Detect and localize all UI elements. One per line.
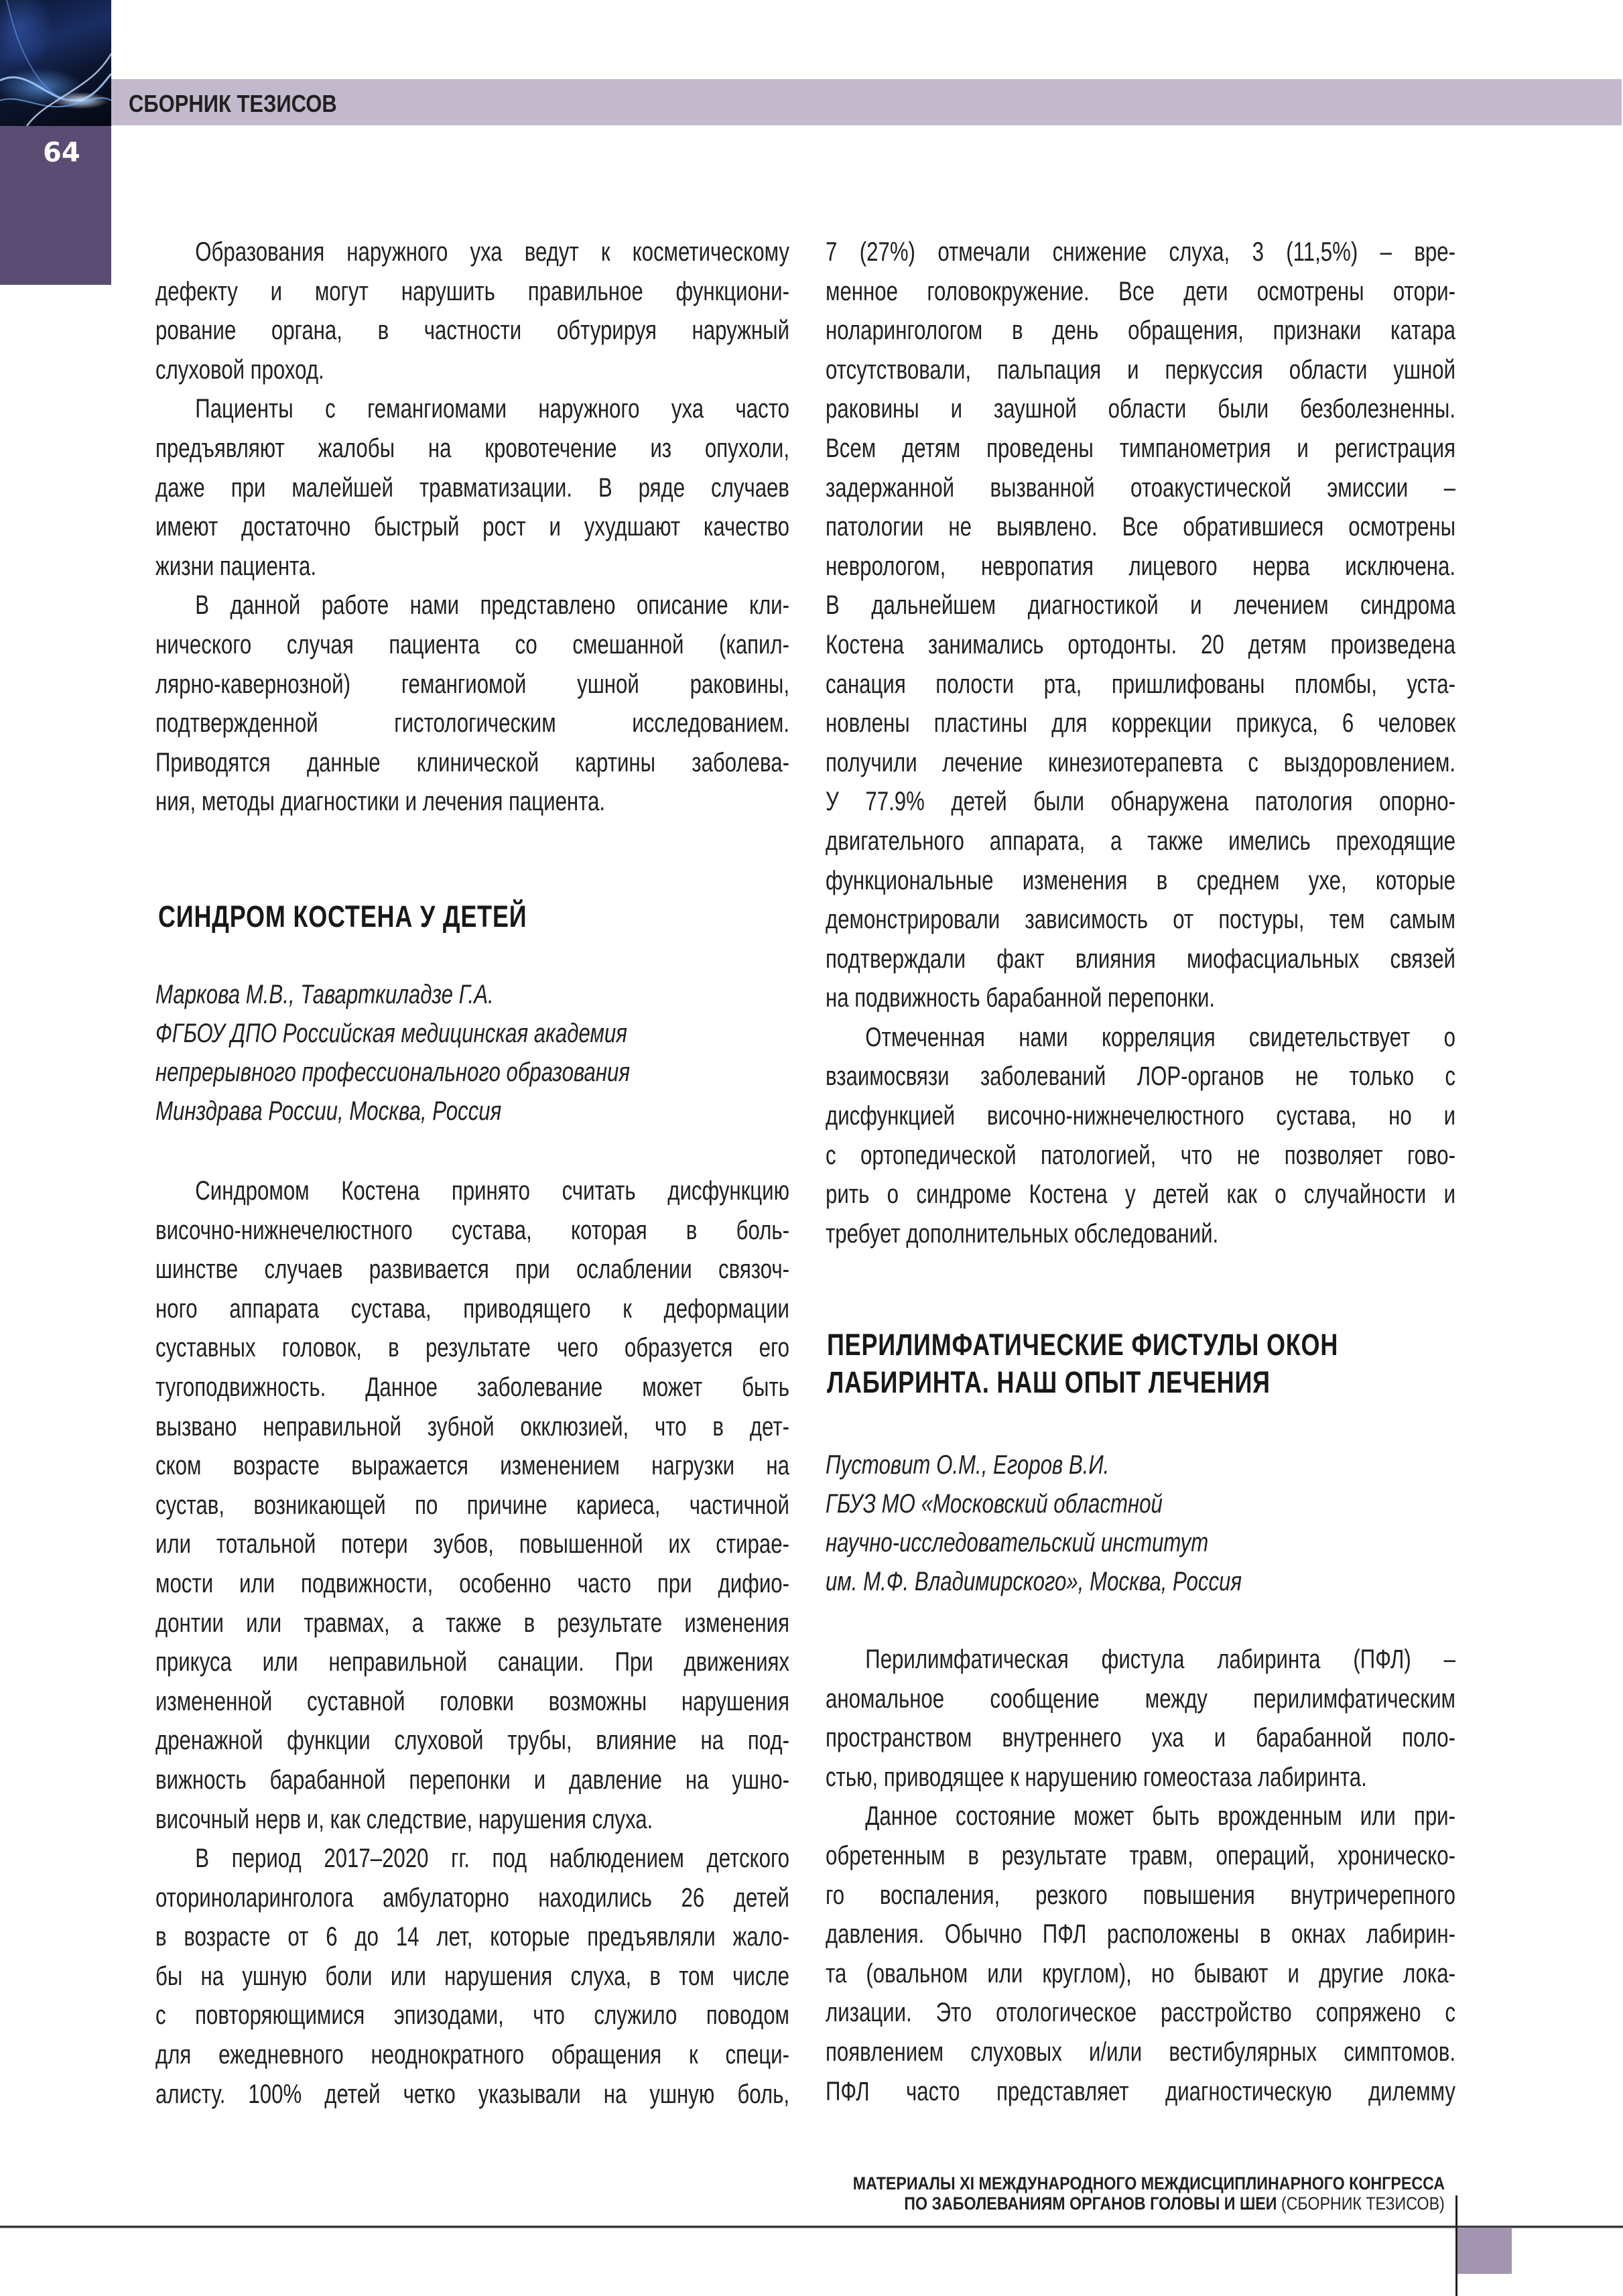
- text-line: санация полости рта, пришлифованы пломбы, уста-: [826, 669, 1455, 699]
- text-line: та (овальном или круглом), но бывают и другие лока-: [826, 1958, 1455, 1988]
- text-line: новлены пластины для коррекции прикуса, 6 человек: [826, 708, 1455, 739]
- text-line: имеют достаточно быстрый рост и ухудшают качество: [155, 512, 789, 542]
- text-line: стью, приводящее к нарушению гомеостаза лабиринта.: [826, 1762, 1367, 1792]
- text-line: го воспаления, резкого повышения внутричерепного: [826, 1880, 1455, 1910]
- text-line: нического случая пациента со смешанной (капил-: [155, 629, 789, 659]
- author-affiliation-line: непрерывного профессионального образования: [155, 1058, 631, 1087]
- article-body-kosten: [155, 1171, 789, 2114]
- text-line: измененной суставной головки возможны нарушения: [155, 1686, 789, 1716]
- text-line: бы на ушную боли или нарушения слуха, в том числе: [155, 1961, 789, 1991]
- article-title-kosten: [158, 898, 792, 936]
- footer-subtitle-bold: ПО ЗАБОЛЕВАНИЯМ ОРГАНОВ ГОЛОВЫ И ШЕИ: [904, 2193, 1277, 2214]
- text-line: отсутствовали, пальпация и перкуссия области ушной: [826, 355, 1455, 385]
- text-line: Всем детям проведены тимпанометрия и регистрация: [826, 433, 1455, 463]
- text-line: обретенным в результате травм, операций, хроническо-: [826, 1840, 1455, 1870]
- author-affiliation-line: им. М.Ф. Владимирского», Москва, Россия: [826, 1567, 1242, 1596]
- text-line: лизации. Это отологическое расстройство сопряжено с: [826, 1998, 1455, 2028]
- footer-subtitle-light: (СБОРНИК ТЕЗИСОВ): [1277, 2193, 1445, 2214]
- text-line: Данное состояние может быть врожденным или при-: [865, 1801, 1455, 1832]
- text-line: функциональные изменения в среднем ухе, которые: [826, 865, 1455, 895]
- text-line: височный нерв и, как следствие, нарушения слуха.: [155, 1804, 653, 1834]
- text-line: на подвижность барабанной перепонки.: [826, 983, 1216, 1013]
- text-line: прикуса или неправильной санации. При движениях: [155, 1647, 789, 1677]
- light-swirl-icon: [0, 0, 111, 126]
- text-line: ноларингологом в день обращения, признаки катара: [826, 316, 1455, 346]
- text-line: для ежедневного неоднократного обращения к специ-: [155, 2040, 789, 2070]
- text-line: появлением слуховых и/или вестибулярных симптомов.: [826, 2037, 1455, 2067]
- author-affiliation-line: ГБУЗ МО «Московский областной: [826, 1489, 1163, 1519]
- text-line: с повторяющимися эпизодами, что служило поводом: [155, 2000, 789, 2031]
- text-line: шинстве случаев развивается при ослаблении связоч-: [155, 1255, 789, 1285]
- footer-accent-box: [1457, 2228, 1512, 2274]
- header-decorative-image: [0, 0, 111, 126]
- text-line: У 77.9% детей были обнаружена патология опорно-: [826, 787, 1455, 817]
- text-line: двигательного аппарата, а также имелись преходящие: [826, 826, 1455, 856]
- text-line: ного аппарата сустава, приводящего к деформации: [155, 1293, 789, 1324]
- text-line: ском возрасте выражается изменением нагрузки на: [155, 1451, 789, 1481]
- text-line: рить о синдроме Костена у детей как о случайности и: [826, 1179, 1455, 1210]
- text-line: Отмеченная нами корреляция свидетельствует о: [865, 1022, 1455, 1052]
- text-line: задержанной вызванной отоакустической эмиссии –: [826, 472, 1455, 503]
- text-line: пространством внутреннего уха и барабанной поло-: [826, 1723, 1455, 1753]
- article-heading-line: ПЕРИЛИМФАТИЧЕСКИЕ ФИСТУЛЫ ОКОН: [827, 1328, 1339, 1362]
- text-line: тугоподвижность. Данное заболевание может быть: [155, 1372, 789, 1402]
- article-authors-kosten: [155, 975, 789, 1131]
- text-line: раковины и заушной области были безболезненны.: [826, 394, 1455, 424]
- text-line: подтвержденной гистологическим исследованием.: [155, 708, 789, 739]
- footer-conference-title: МАТЕРИАЛЫ XI МЕЖДУНАРОДНОГО МЕЖДИСЦИПЛИНАРНОГО КОНГРЕССА: [852, 2173, 1445, 2193]
- text-line: или тотальной потери зубов, повышенной их стирае-: [155, 1529, 789, 1559]
- text-line: аномальное сообщение между перилимфатическим: [826, 1683, 1455, 1714]
- text-line: мости или подвижности, особенно часто при дифио-: [155, 1568, 789, 1598]
- text-line: лярно-кавернозной) гемангиомой ушной раковины,: [155, 669, 789, 699]
- text-line: дефекту и могут нарушить правильное функциони-: [155, 276, 789, 306]
- text-line: оториноларинголога амбулаторно находились 26 детей: [155, 1883, 789, 1913]
- author-affiliation-line: Маркова М.В., Таварткиладзе Г.А.: [155, 980, 494, 1009]
- text-line: 7 (27%) отмечали снижение слуха, 3 (11,5%) – вре-: [826, 237, 1455, 267]
- text-line: в возрасте от 6 до 14 лет, которые предъявляли жало-: [155, 1922, 789, 1952]
- text-line: Перилимфатическая фистула лабиринта (ПФЛ) –: [865, 1645, 1455, 1674]
- page-number: 64: [43, 137, 80, 168]
- author-affiliation-line: Минздрава России, Москва, Россия: [155, 1096, 502, 1126]
- article-title-pfl: [827, 1326, 1457, 1401]
- footer-conference-subtitle: [904, 2193, 1445, 2214]
- article-body-kosten-continued: [826, 233, 1455, 1253]
- author-affiliation-line: Пустовит О.М., Егоров В.И.: [826, 1450, 1110, 1480]
- author-affiliation-line: научно-исследовательский институт: [826, 1528, 1209, 1557]
- text-line: требует дополнительных обследований.: [826, 1218, 1219, 1249]
- text-line: Костена занимались ортодонты. 20 детям произведена: [826, 629, 1455, 659]
- text-line: патологии не выявлено. Все обратившиеся осмотрены: [826, 512, 1455, 542]
- article-heading: СИНДРОМ КОСТЕНА У ДЕТЕЙ: [158, 899, 527, 934]
- text-line: алисту. 100% детей четко указывали на ушную боль,: [155, 2079, 789, 2109]
- text-line: подтверждали факт влияния миофасциальных связей: [826, 944, 1455, 974]
- text-line: Образования наружного уха ведут к косметическому: [195, 237, 789, 267]
- text-line: взаимосвязи заболеваний ЛОР-органов не только с: [826, 1062, 1455, 1092]
- text-line: рование органа, в частности обтурируя наружный: [155, 316, 789, 346]
- text-line: донтии или травмах, а также в результате изменения: [155, 1608, 789, 1638]
- author-affiliation-line: ФГБОУ ДПО Российская медицинская академия: [155, 1019, 627, 1048]
- left-intro-paragraphs: [155, 233, 789, 822]
- text-line: В данной работе нами представлено описание кли-: [195, 590, 789, 621]
- article-heading-line: ЛАБИРИНТА. НАШ ОПЫТ ЛЕЧЕНИЯ: [827, 1365, 1271, 1399]
- text-line: демонстрировали зависимость от постуры, тем самым: [826, 905, 1455, 935]
- text-line: жизни пациента.: [155, 551, 317, 581]
- text-line: предъявляют жалобы на кровотечение из опухоли,: [155, 433, 789, 463]
- text-line: менное головокружение. Все дети осмотрены отори-: [826, 276, 1455, 306]
- footer-divider: [0, 2226, 1623, 2228]
- text-line: вижность барабанной перепонки и давление на ушно-: [155, 1765, 789, 1795]
- text-line: ПФЛ часто представляет диагностическую дилемму: [826, 2076, 1455, 2106]
- text-line: с ортопедической патологией, что не позволяет гово-: [826, 1140, 1455, 1170]
- text-line: ния, методы диагностики и лечения пациента.: [155, 787, 606, 817]
- text-line: Синдромом Костена принято считать дисфункцию: [195, 1176, 789, 1206]
- text-line: вызвано неправильной зубной окклюзией, что в дет-: [155, 1411, 789, 1442]
- text-line: дренажной функции слуховой трубы, влияние на под-: [155, 1726, 789, 1756]
- text-line: давления. Обычно ПФЛ расположены в окнах лабирин-: [826, 1919, 1455, 1950]
- text-line: Пациенты с гемангиомами наружного уха часто: [195, 394, 789, 424]
- text-line: Приводятся данные клинической картины заболева-: [155, 747, 789, 777]
- section-header-bar: [111, 79, 1622, 125]
- text-line: В дальнейшем диагностикой и лечением синдрома: [826, 590, 1455, 621]
- section-title: СБОРНИК ТЕЗИСОВ: [129, 90, 337, 117]
- text-line: получили лечение кинезиотерапевта с выздоровлением.: [826, 747, 1455, 777]
- text-line: даже при малейшей травматизации. В ряде случаев: [155, 472, 789, 503]
- text-line: слуховой проход.: [155, 355, 324, 385]
- text-line: В период 2017–2020 гг. под наблюдением детского: [195, 1844, 789, 1874]
- text-line: дисфункцией височно-нижнечелюстного сустава, но и: [826, 1101, 1455, 1131]
- text-line: неврологом, невропатия лицевого нерва исключена.: [826, 551, 1455, 581]
- text-line: суставных головок, в результате чего образуется его: [155, 1333, 789, 1363]
- article-body-pfl: [826, 1640, 1455, 2111]
- text-line: височно-нижнечелюстного сустава, которая в боль-: [155, 1215, 789, 1245]
- article-authors-pfl: [826, 1446, 1455, 1601]
- text-line: сустав, возникающей по причине кариеса, частичной: [155, 1490, 789, 1520]
